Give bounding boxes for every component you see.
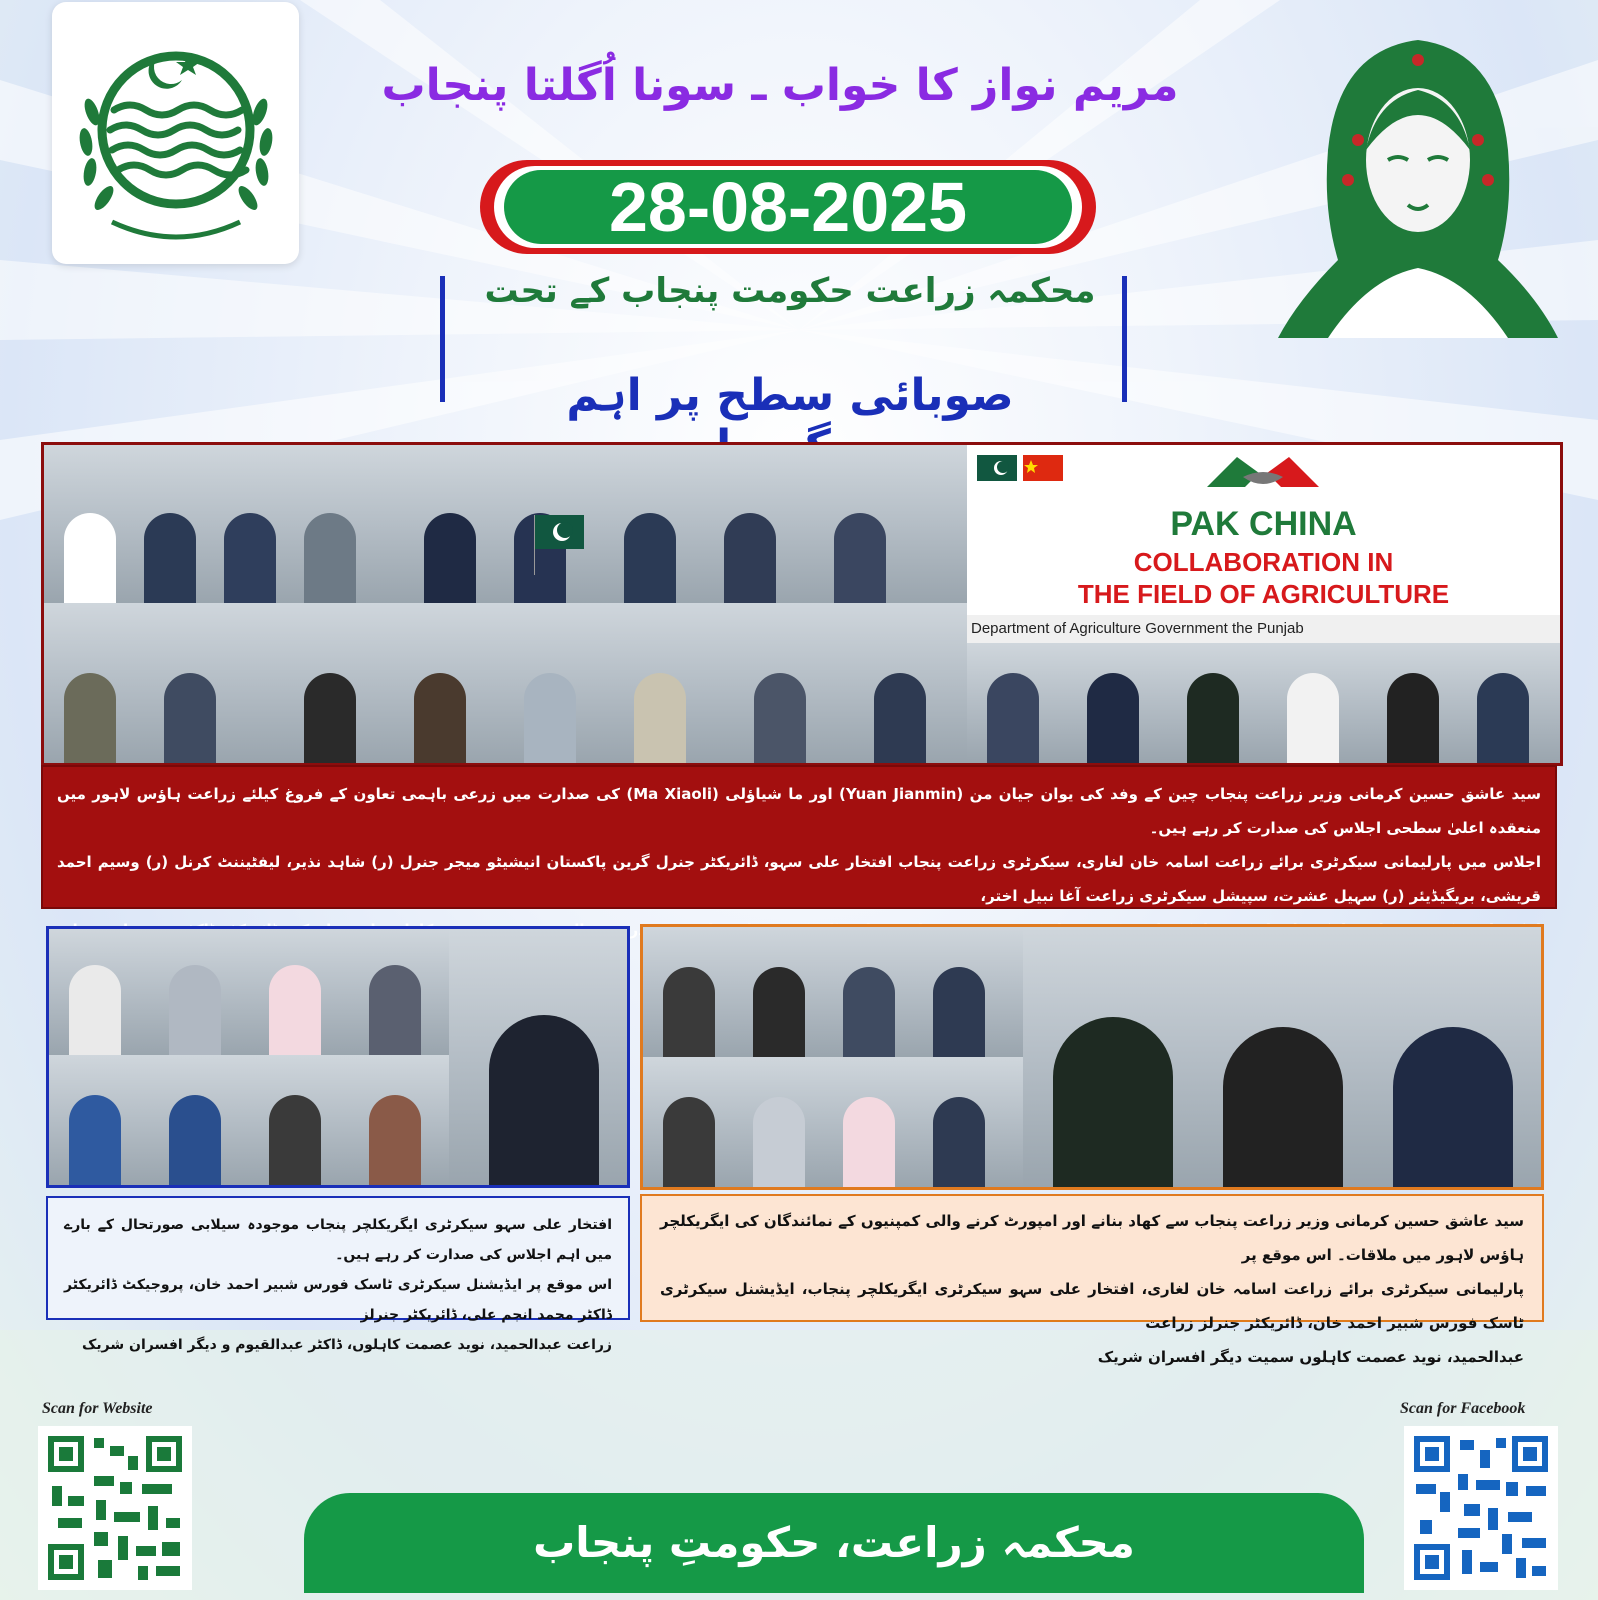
fertilizer-photo-3	[1023, 927, 1541, 1187]
scan-facebook-label: Scan for Facebook	[1400, 1400, 1526, 1417]
flood-meeting-photos	[46, 926, 630, 1188]
subtitle-bar-right	[1122, 276, 1127, 402]
facebook-qr-code[interactable]	[1404, 1426, 1558, 1590]
pakistan-china-flags-icon	[977, 451, 1067, 485]
meeting-photo-3	[44, 603, 276, 763]
punjab-government-logo	[52, 2, 299, 264]
fertilizer-meeting-photos	[640, 924, 1544, 1190]
flood-meeting-caption	[46, 1196, 630, 1353]
main-news-caption	[41, 765, 1557, 909]
pakistan-flag-icon	[534, 515, 584, 575]
banner-agriculture: THE FIELD OF AGRICULTURE	[1077, 579, 1450, 609]
meeting-photo-5	[614, 603, 969, 763]
subtitle-department: محکمہ زراعت حکومت پنجاب کے تحت	[484, 271, 1096, 311]
flood-caption-line-2: اس موقع پر ایڈیشنل سیکرٹری ٹاسک فورس شبیر احمد خان، پروجیکٹ ڈائریکٹر ڈاکٹر محمد انجم علی، ڈائریکٹر جنرلز	[64, 1277, 612, 1323]
fertilizer-caption-line-1: سید عاشق حسین کرمانی وزیر زراعت پنجاب سے کھاد بنانے اور امپورٹ کرنے والی کمپنیوں کے نمائندگان کی ایگریکلچر ہاؤس لاہور میں ملاقات۔ اس موقع پر	[660, 1212, 1524, 1264]
meeting-photo-2	[384, 445, 969, 603]
footer-department-name: محکمہ زراعت، حکومتِ پنجاب	[533, 1518, 1135, 1567]
pak-china-banner	[967, 445, 1560, 615]
flood-photo-2	[49, 1055, 451, 1185]
campaign-headline: مریم نواز کا خواب ـ سونا اُگلتا پنجاب	[381, 60, 1179, 111]
banner-collaboration: COLLABORATION IN	[1133, 547, 1394, 577]
handshake-icon	[1203, 447, 1323, 503]
flood-caption-line-3: زراعت عبدالحمید، نوید عصمت کاہلوں، ڈاکٹر عبدالقیوم و دیگر افسران شریک	[82, 1337, 612, 1353]
meeting-photo-collage	[41, 442, 1563, 766]
banner-pak-china: PAK CHINA	[1170, 505, 1357, 543]
fertilizer-photo-2	[643, 1057, 1025, 1187]
date-label: 28-08-2025	[608, 168, 968, 246]
fertilizer-caption-line-3: عبدالحمید، نوید عصمت کاہلوں سمیت دیگر افسران شریک	[1097, 1348, 1524, 1366]
fertilizer-caption-line-2: پارلیمانی سیکرٹری برائے زراعت اسامہ خان لغاری، افتخار علی سہو سیکرٹری ایگریکلچر پنجاب، ایڈیشنل سیکرٹری ٹاسک فورس شبیر احمد خان، ڈائریکٹر جنرلز زراعت	[660, 1280, 1524, 1332]
flood-photo-3	[449, 929, 627, 1185]
website-qr-code[interactable]	[38, 1426, 192, 1590]
subtitle-activities: صوبائی سطح پر اہم	[566, 370, 1014, 421]
fertilizer-meeting-caption	[640, 1194, 1544, 1366]
fertilizer-photo-1	[643, 927, 1025, 1057]
meeting-photo-6	[967, 643, 1562, 763]
flood-caption-line-1: افتخار علی سہو سیکرٹری ایگریکلچر پنجاب موجودہ سیلابی صورتحال کے بارے میں اہم اجلاس کی صدارت کر رہے ہیں۔	[64, 1217, 612, 1263]
meeting-photo-4	[274, 603, 616, 763]
punjab-seal-icon	[52, 2, 299, 264]
meeting-photo-1	[44, 445, 386, 603]
flood-photo-1	[49, 929, 451, 1055]
scan-website-label: Scan for Website	[42, 1400, 153, 1417]
department-strip: Department of Agriculture Government the Punjab	[967, 615, 1560, 643]
main-news-line-1: سید عاشق حسین کرمانی وزیر زراعت پنجاب چین کے وفد کی یوان جیان من (Yuan Jianmin) اور ما شیاؤلی (Ma Xiaoli) کی صدارت میں زرعی باہمی تعاون کے فروغ کیلئے زراعت ہاؤس لاہور میں منعقدہ اعلیٰ سطحی اجلاس کی صدارت کر رہے ہیں۔	[57, 785, 1541, 837]
subtitle-bar-left	[440, 276, 445, 402]
leader-portrait-illustration	[1268, 20, 1568, 338]
main-news-line-2: اجلاس میں پارلیمانی سیکرٹری برائے زراعت اسامہ خان لغاری، سیکرٹری زراعت پنجاب افتخار علی سہو، ڈائریکٹر جنرل گرین پاکستان انیشیٹو میجر جنرل (ر) شاہد نذیر، لیفٹیننٹ کرنل (ر) وسیم احمد قریشی، بریگیڈیئر (ر) سہیل عشرت، سپیشل سیکرٹری زراعت آغا نبیل اختر،	[57, 853, 1541, 905]
